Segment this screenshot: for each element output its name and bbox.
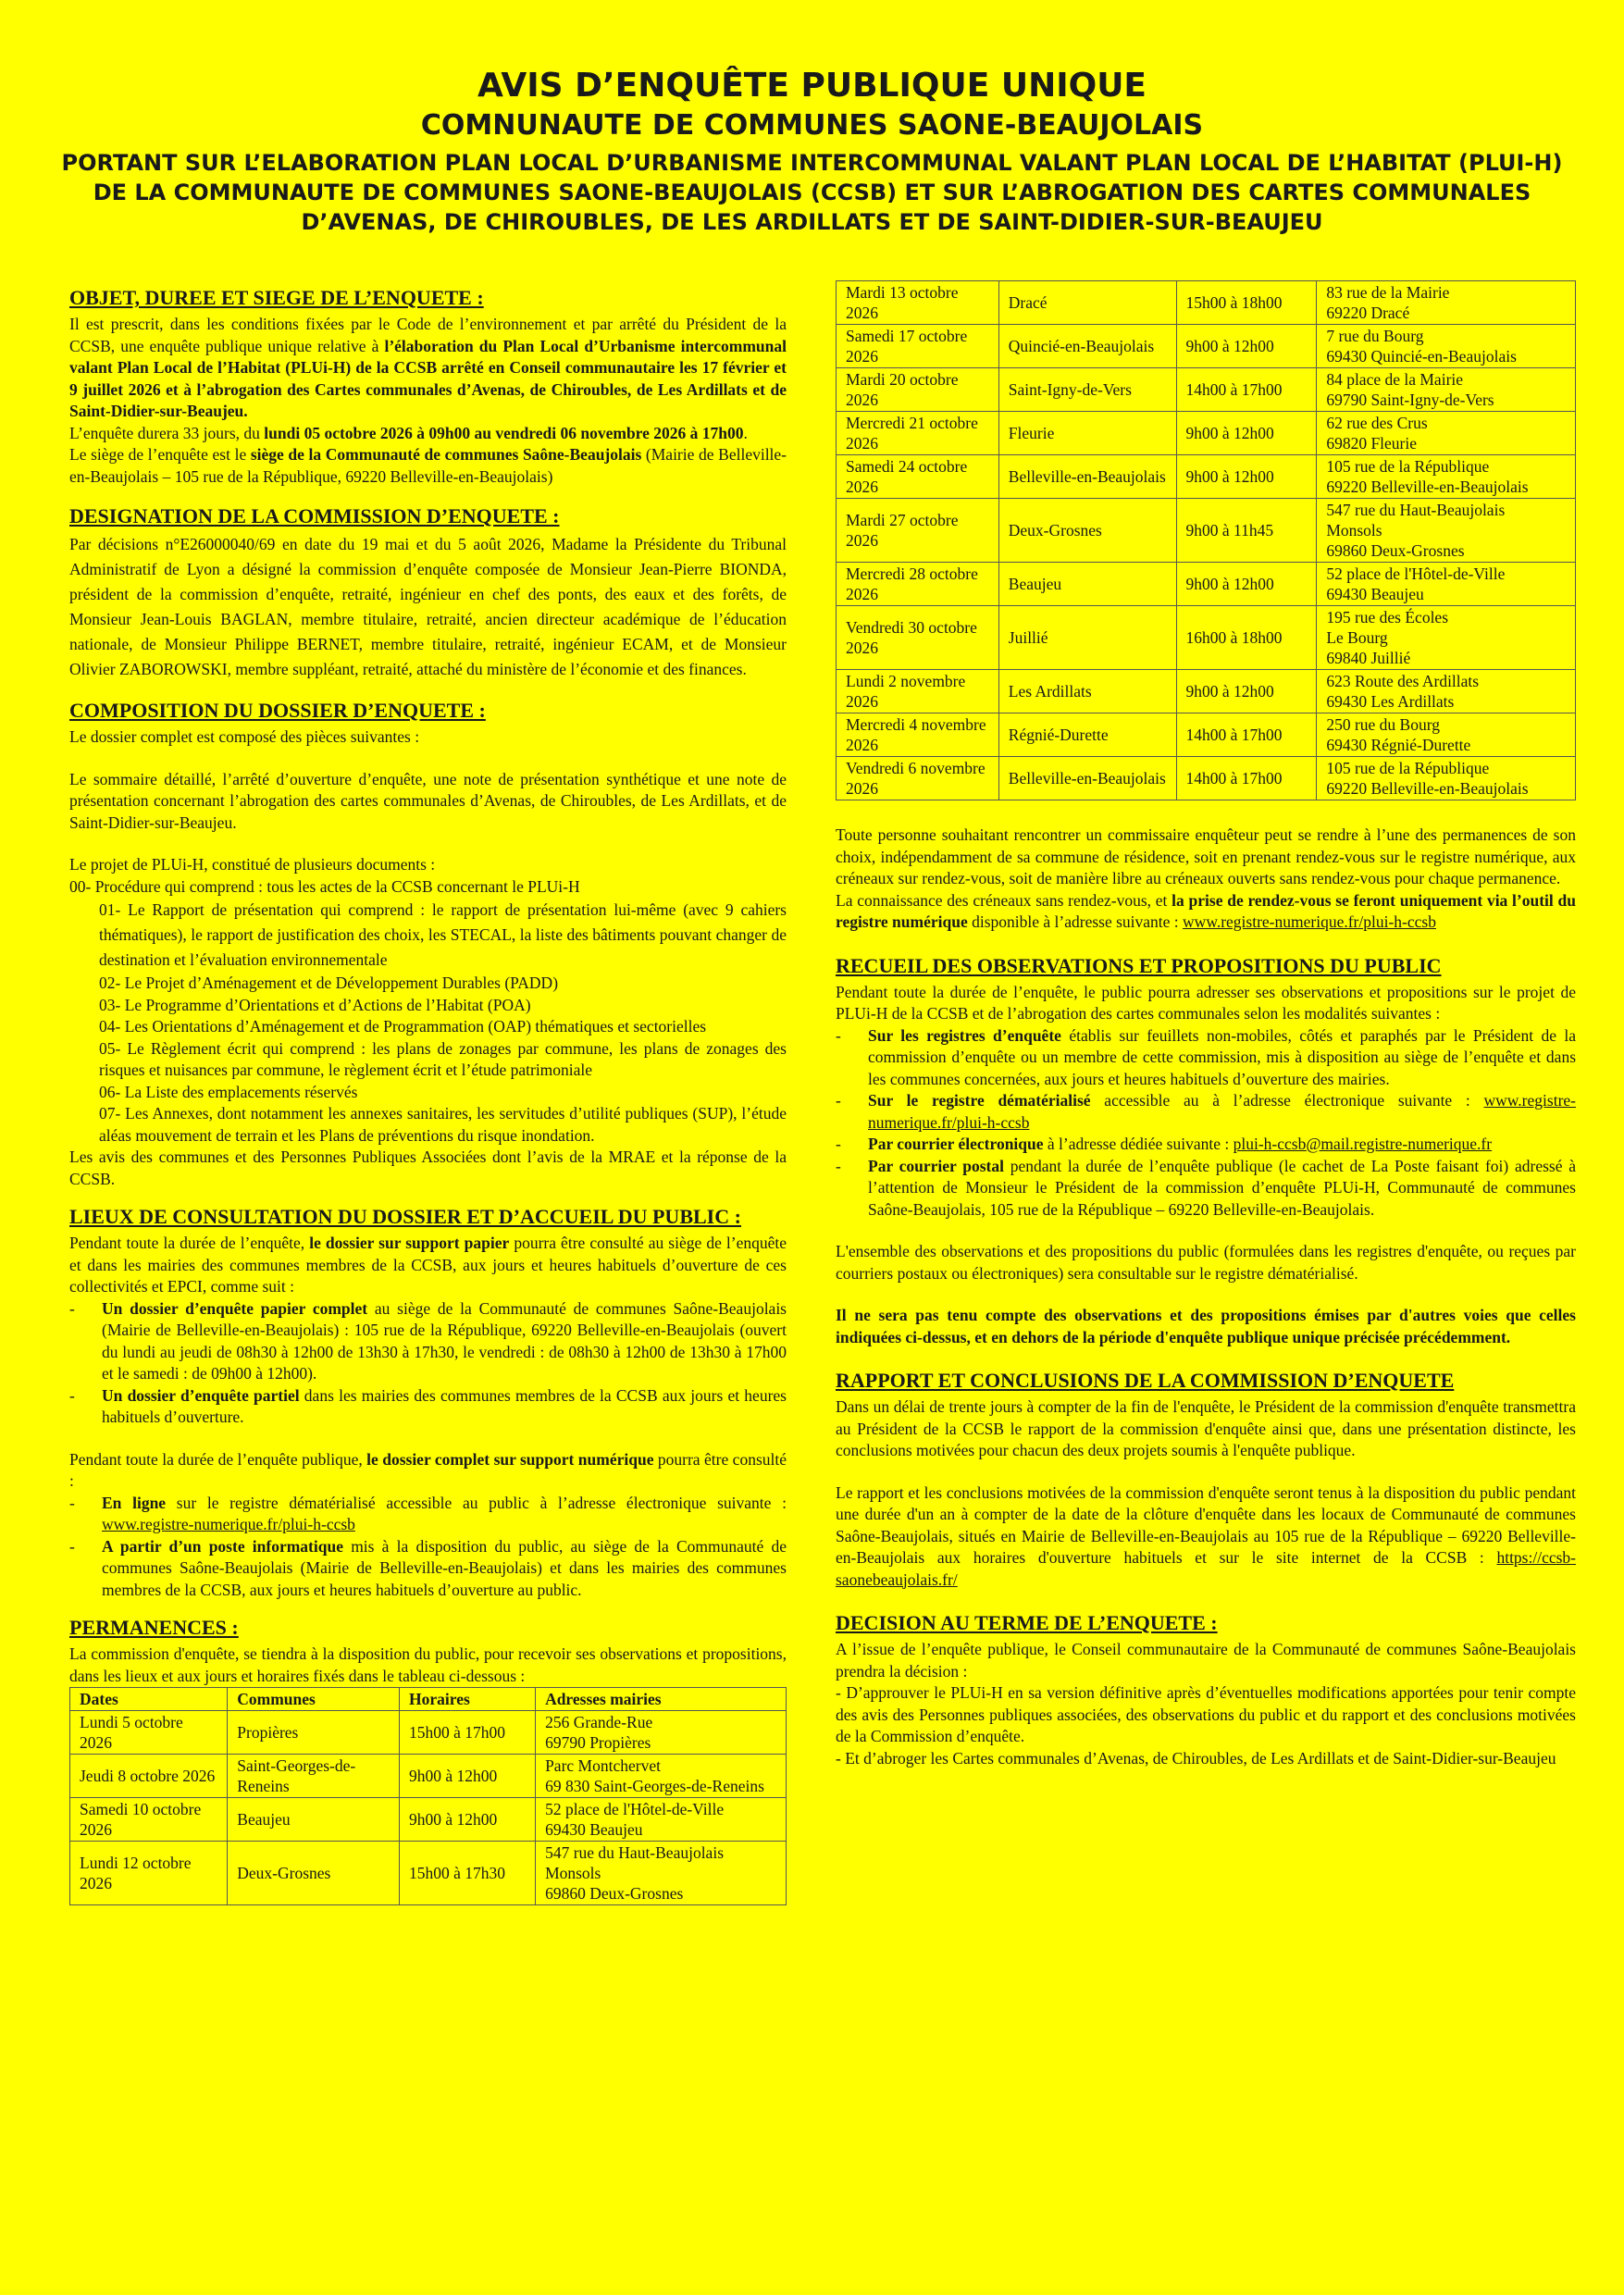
col-communes: Communes (228, 1688, 400, 1711)
objet-p1 (69, 314, 787, 423)
designation-text: Par décisions n°E26000040/69 en date du 19 mai et du 5 août 2026, Madame la Présidente du Tribunal Administratif de Lyon a désigné la commission d’enquête composée de Monsieur Jean-Pierre BIONDA, président de la commission d’enquête, retraité, ingénieur en chef des ponts, des eaux et des forêts, de Monsieur Jean-Louis BAGLAN, membre titulaire, retraité, ancien directeur académique de l’éducation nationale, de Monsieur Philippe BERNET, membre titulaire, retraité, ingénieur ECAM, et de Monsieur Olivier ZABOROWSKI, membre suppléant, retraité, attaché du ministère de l’économie et des finances. (69, 535, 787, 678)
recueil-b3-text: à l’adresse dédiée suivante : (1043, 1135, 1233, 1153)
rapport-p1: Dans un délai de trente jours à compter de la fin de l'enquête, le Président de la commission d'enquête transmettra au Président de la CCSB le rapport de la commission d'enquête ainsi que, dans une présentation distincte, les conclusions motivées pour chacun des deux projets soumis à l'enquête publique. (836, 1397, 1576, 1459)
left-column (69, 280, 787, 1905)
after2-text: La connaissance des créneaux sans rendez-vous, et (836, 890, 1172, 910)
lieux-b3-bold: En ligne (102, 1493, 167, 1512)
table-row (837, 368, 1576, 412)
lieux-b3-text: sur le registre dématérialisé accessible au public à l’adresse électronique suivante : (166, 1493, 787, 1512)
objet-p2 (69, 423, 787, 445)
lieux-p1-bold: le dossier sur support papier (309, 1234, 510, 1252)
cell-adresse: 52 place de l'Hôtel-de-Ville 69430 Beaujeu (536, 1798, 787, 1842)
ccsb-site-link[interactable]: https://ccsb-saonebeaujolais.fr/ (836, 1548, 1576, 1589)
cell-date: Lundi 5 octobre 2026 (70, 1711, 228, 1755)
composition-item-01: 01- Le Rapport de présentation qui comprend : le rapport de présentation lui-même (avec 9 cahiers thématiques), le rapport de justification des choix, les STECAL, la liste des bâtiments pouvant changer de destination et l’évaluation environnementale (99, 900, 787, 969)
cell-adresse: 52 place de l'Hôtel-de-Ville 69430 Beaujeu (1317, 563, 1576, 606)
cell-horaire: 15h00 à 17h30 (400, 1842, 536, 1905)
recueil-bullet-3: - Par courrier électronique à l’adresse dédiée suivante : plui-h-ccsb@mail.registre-numerique.fr (836, 1135, 1493, 1153)
decision-p3: - Et d’abroger les Cartes communales d’Avenas, de Chiroubles, de Les Ardillats et de Saint-Didier-sur-Beaujeu (836, 1748, 1556, 1768)
cell-date: Jeudi 8 octobre 2026 (70, 1755, 228, 1798)
cell-horaire: 14h00 à 17h00 (1176, 757, 1317, 800)
recueil-b1-bold: Sur les registres d’enquête (868, 1025, 1061, 1045)
cell-horaire: 9h00 à 12h00 (1176, 412, 1317, 455)
cell-adresse: 83 rue de la Mairie 69220 Dracé (1317, 281, 1576, 325)
permanences-table-right (836, 280, 1576, 800)
registre-link[interactable]: www.registre-numerique.fr/plui-h-ccsb (868, 1091, 1576, 1132)
cell-adresse: Parc Montchervet 69 830 Saint-Georges-de-Reneins (536, 1755, 787, 1798)
cell-date: Mercredi 4 novembre 2026 (837, 713, 999, 757)
objet-p2-end: . (743, 423, 748, 442)
composition-p3: Les avis des communes et des Personnes Publiques Associées dont l’avis de la MRAE et la réponse de la CCSB. (69, 1148, 787, 1188)
col-horaires: Horaires (400, 1688, 536, 1711)
cell-date: Mercredi 28 octobre 2026 (837, 563, 999, 606)
cell-adresse: 105 rue de la République 69220 Belleville-en-Beaujolais (1317, 455, 1576, 499)
col-adresses: Adresses mairies (536, 1688, 787, 1711)
recueil-b2-text: accessible au à l’adresse électronique suivante : (1090, 1091, 1484, 1110)
right-column (836, 280, 1576, 1769)
cell-horaire: 14h00 à 17h00 (1176, 368, 1317, 412)
permanences-after-1: Toute personne souhaitant rencontrer un commissaire enquêteur peut se rendre à l’une des permanences de son choix, indépendamment de sa commune de résidence, soit en prenant rendez-vous sur le registre numérique, aux créneaux sur rendez-vous, soit de manière libre au créneaux ouverts sans rendez-vous pour chaque permanence. (836, 825, 1576, 887)
table-row (837, 563, 1576, 606)
cell-date: Mardi 20 octobre 2026 (837, 368, 999, 412)
recueil-p3: Il ne sera pas tenu compte des observations et des propositions émises par d'autres voies que celles indiquées ci-dessus, et en dehors de la période d'enquête publique unique précisée précédemment. (836, 1306, 1576, 1346)
table-row (837, 455, 1576, 499)
recueil-bullet-4: - Par courrier postal pendant la durée de l’enquête publique (le cachet de La Poste faisant foi) adressé à l’attention de Monsieur le Président de la commission d’enquête PLUi-H, Communauté de communes Saône-Beaujolais, 105 rue de la République – 69220 Belleville-en-Beaujolais. (836, 1156, 1576, 1219)
lieux-p1-end: pourra être consulté au siège de l’enquête et dans les mairies des communes membres de la CCSB, aux jours et heures habituels d’ouverture de ces collectivités et EPCI, comme suit : (69, 1234, 787, 1296)
col-dates: Dates (70, 1688, 228, 1711)
permanences-intro: La commission d'enquête, se tiendra à la disposition du public, pour recevoir ses observations et propositions, dans les lieux et aux jours et horaires fixés dans le tableau ci-dessous : (69, 1644, 787, 1685)
decision-heading: DECISION AU TERME DE L’ENQUETE : (836, 1611, 1218, 1634)
cell-horaire: 9h00 à 12h00 (400, 1755, 536, 1798)
composition-item-07: 07- Les Annexes, dont notamment les annexes sanitaires, les servitudes d’utilité publiques (SUP), l’étude aléas mouvement de terrain et les Plans de préventions du risque inondation. (99, 1104, 787, 1145)
composition-item-05: 05- Le Règlement écrit qui comprend : les plans de zonages par commune, les plans de zonages des risques et nuisances par commune, le règlement écrit et l’étude patrimoniale (99, 1038, 787, 1079)
cell-date: Mardi 13 octobre 2026 (837, 281, 999, 325)
cell-horaire: 15h00 à 17h00 (400, 1711, 536, 1755)
objet-p2-text: L’enquête durera 33 jours, du (69, 423, 265, 442)
cell-date: Lundi 2 novembre 2026 (837, 670, 999, 713)
cell-commune: Belleville-en-Beaujolais (998, 455, 1176, 499)
objet-p3 (69, 444, 787, 488)
recueil-b4-bold: Par courrier postal (868, 1156, 1004, 1175)
cell-horaire: 16h00 à 18h00 (1176, 606, 1317, 670)
cell-commune: Saint-Georges-de-Reneins (228, 1755, 400, 1798)
table-row (837, 606, 1576, 670)
cell-commune: Saint-Igny-de-Vers (998, 368, 1176, 412)
registre-link[interactable]: www.registre-numerique.fr/plui-h-ccsb (1183, 912, 1436, 931)
cell-adresse: 7 rue du Bourg 69430 Quincié-en-Beaujolais (1317, 325, 1576, 368)
rapport-heading: RAPPORT ET CONCLUSIONS DE LA COMMISSION D’ENQUETE (836, 1369, 1455, 1392)
composition-item-06: 06- La Liste des emplacements réservés (99, 1082, 358, 1101)
composition-intro: Le dossier complet est composé des pièces suivantes : (69, 727, 420, 746)
cell-date: Vendredi 6 novembre 2026 (837, 757, 999, 800)
table-row (837, 499, 1576, 563)
decision-p2: - D’approuver le PLUi-H en sa version définitive après d’éventuelles modifications apportées pour tenir compte des avis des Personnes publiques associées, des observations du public et du rapport et des conclusions motivées de la Commission d’enquête. (836, 1683, 1576, 1745)
email-link[interactable]: plui-h-ccsb@mail.registre-numerique.fr (1233, 1135, 1493, 1153)
cell-commune: Belleville-en-Beaujolais (998, 757, 1176, 800)
lieux-bullet-1: - Un dossier d’enquête papier complet au siège de la Communauté de communes Saône-Beaujolais (Mairie de Belleville-en-Beaujolais) : 105 rue de la République, 69220 Belleville-en-Beaujolais (ouvert du lundi au jeudi de 08h30 à 12h00 de 13h30 à 17h30, le vendredi : de 08h30 à 12h00 de 13h30 à 17h00 et le samedi : de 09h00 à 12h00). (69, 1298, 787, 1383)
recueil-b4-text: pendant la durée de l’enquête publique (le cachet de La Poste faisant foi) adressé à l’attention de Monsieur le Président de la commission d’enquête PLUi-H, Communauté de communes Saône-Beaujolais, 105 rue de la République – 69220 Belleville-en-Beaujolais. (868, 1156, 1576, 1219)
designation-heading: DESIGNATION DE LA COMMISSION D’ENQUETE : (69, 504, 560, 527)
composition-item00: 00- Procédure qui comprend : tous les actes de la CCSB concernant le PLUi-H (69, 876, 580, 896)
after2-end: disponible à l’adresse suivante : (967, 912, 1184, 931)
objet-p3-text: Le siège de l’enquête est le (69, 445, 251, 464)
cell-adresse: 62 rue des Crus 69820 Fleurie (1317, 412, 1576, 455)
recueil-p2: L'ensemble des observations et des propositions du public (formulées dans les registres d'enquête, ou reçues par courriers postaux ou électroniques) sera consultable sur le registre dématérialisé. (836, 1242, 1576, 1283)
cell-horaire: 9h00 à 12h00 (1176, 670, 1317, 713)
lieux-heading: LIEUX DE CONSULTATION DU DOSSIER ET D’ACCUEIL DU PUBLIC : (69, 1205, 741, 1228)
lieux-b4-text: mis à la disposition du public, au siège de la Communauté de communes Saône-Beaujolais (Mairie de Belleville-en-Beaujolais) et dans les mairies des communes membres de la CCSB, aux jours et heures habituels d’ouverture au public. (102, 1536, 787, 1599)
cell-date: Samedi 10 octobre 2026 (70, 1798, 228, 1842)
notice-subject: PORTANT SUR L’ELABORATION PLAN LOCAL D’URBANISME INTERCOMMUNAL VALANT PLAN LOCAL DE L’HABITAT (PLUI-H) DE LA COMMUNAUTE DE COMMUNES SAONE-BEAUJOLAIS (CCSB) ET SUR L’ABROGATION DES CARTES COMMUNALES D’AVENAS, DE CHIROUBLES, DE LES ARDILLATS ET DE SAINT-DIDIER-SUR-BEAUJEU (61, 150, 1563, 235)
rapport-p2 (836, 1482, 1576, 1592)
cell-adresse: 623 Route des Ardillats 69430 Les Ardillats (1317, 670, 1576, 713)
cell-commune: Propières (228, 1711, 400, 1755)
lieux-b1-bold: Un dossier d’enquête papier complet (102, 1298, 368, 1318)
table-row (837, 670, 1576, 713)
cell-adresse: 195 rue des Écoles Le Bourg 69840 Juillié (1317, 606, 1576, 670)
cell-adresse: 105 rue de la République 69220 Belleville-en-Beaujolais (1317, 757, 1576, 800)
cell-date: Vendredi 30 octobre 2026 (837, 606, 999, 670)
table-row (837, 281, 1576, 325)
lieux-bullet-3: - En ligne sur le registre dématérialisé accessible au public à l’adresse électronique suivante : www.registre-numerique.fr/plui-h-ccsb (69, 1493, 787, 1533)
recueil-b3-bold: Par courrier électronique (868, 1135, 1044, 1153)
lieux-b4-bold: A partir d’un poste informatique (102, 1536, 343, 1556)
lieux-p2 (69, 1449, 787, 1493)
registre-link[interactable]: www.registre-numerique.fr/plui-h-ccsb (102, 1515, 355, 1533)
table-row (70, 1842, 787, 1905)
objet-p1-bold: l’élaboration du Plan Local d’Urbanisme intercommunal valant Plan Local de l’Habitat (PLUi-H) de la CCSB arrêté en Conseil communautaire les 17 février et 9 juillet 2026 et à l’abrogation des Cartes communales d’Avenas, de Chiroubles, de Les Ardillats et de Saint-Didier-sur-Beaujeu. (69, 336, 787, 420)
cell-commune: Dracé (998, 281, 1176, 325)
cell-adresse: 547 rue du Haut-Beaujolais Monsols 69860 Deux-Grosnes (536, 1842, 787, 1905)
composition-item-02: 02- Le Projet d’Aménagement et de Développement Durables (PADD) (99, 974, 559, 992)
cell-commune: Quincié-en-Beaujolais (998, 325, 1176, 368)
cell-horaire: 14h00 à 17h00 (1176, 713, 1317, 757)
objet-heading: OBJET, DUREE ET SIEGE DE L’ENQUETE : (69, 286, 484, 309)
lieux-b1-text: au siège de la Communauté de communes Saône-Beaujolais (Mairie de Belleville-en-Beaujolais) : 105 rue de la République, 69220 Belleville-en-Beaujolais (ouvert du lundi au jeudi de 08h30 à 12h00 de 13h30 à 17h30, le vendredi : de 08h30 à 12h00 de 13h30 à 17h00 et le samedi : de 09h00 à 12h00). (102, 1298, 787, 1383)
cell-date: Samedi 17 octobre 2026 (837, 325, 999, 368)
lieux-b2-text: dans les mairies des communes membres de la CCSB aux jours et heures habituels d’ouverture. (102, 1385, 787, 1426)
notice-header (56, 65, 1568, 237)
cell-horaire: 9h00 à 12h00 (1176, 325, 1317, 368)
cell-adresse: 256 Grande-Rue 69790 Propières (536, 1711, 787, 1755)
objet-p3-bold: siège de la Communauté de communes Saône-Beaujolais (250, 445, 642, 464)
table-row (837, 713, 1576, 757)
composition-p2: Le projet de PLUi-H, constitué de plusieurs documents : (69, 855, 436, 874)
cell-date: Lundi 12 octobre 2026 (70, 1842, 228, 1905)
cell-commune: Deux-Grosnes (998, 499, 1176, 563)
recueil-b1-text: établis sur feuillets non-mobiles, côtés et paraphés par le Président de la commission d’enquête ou un membre de cette commission, mis à disposition au siège de l’enquête et dans les communes concernées, aux jours et heures habituels d’ouverture des mairies. (868, 1025, 1576, 1088)
cell-date: Samedi 24 octobre 2026 (837, 455, 999, 499)
lieux-b2-bold: Un dossier d’enquête partiel (102, 1385, 300, 1405)
permanences-table-left (69, 1687, 787, 1905)
cell-adresse: 547 rue du Haut-Beaujolais Monsols 69860 Deux-Grosnes (1317, 499, 1576, 563)
composition-item-04: 04- Les Orientations d’Aménagement et de Programmation (OAP) thématiques et sectorielles (99, 1017, 707, 1036)
lieux-p1-text: Pendant toute la durée de l’enquête, (69, 1234, 310, 1252)
notice-subtitle: COMNUNAUTE DE COMMUNES SAONE-BEAUJOLAIS (420, 109, 1204, 142)
objet-p3-end: (Mairie de Belleville-en-Beaujolais – 105 rue de la République, 69220 Belleville-en-Beaujolais) (69, 445, 787, 486)
cell-commune: Beaujeu (998, 563, 1176, 606)
cell-horaire: 9h00 à 12h00 (400, 1798, 536, 1842)
cell-commune: Juillié (998, 606, 1176, 670)
table-row (837, 325, 1576, 368)
cell-horaire: 9h00 à 11h45 (1176, 499, 1317, 563)
composition-heading: COMPOSITION DU DOSSIER D’ENQUETE : (69, 699, 486, 722)
cell-horaire: 9h00 à 12h00 (1176, 563, 1317, 606)
lieux-p2-text: Pendant toute la durée de l’enquête publique, (69, 1449, 367, 1469)
cell-horaire: 15h00 à 18h00 (1176, 281, 1317, 325)
cell-date: Mardi 27 octobre 2026 (837, 499, 999, 563)
lieux-p2-end: pourra être consulté : (69, 1449, 787, 1490)
cell-horaire: 9h00 à 12h00 (1176, 455, 1317, 499)
table-row (837, 412, 1576, 455)
cell-commune: Les Ardillats (998, 670, 1176, 713)
cell-adresse: 250 rue du Bourg 69430 Régnié-Durette (1317, 713, 1576, 757)
table-row (837, 757, 1576, 800)
decision-p1: A l’issue de l’enquête publique, le Conseil communautaire de la Communauté de communes Saône-Beaujolais prendra la décision : (836, 1640, 1576, 1681)
table-header-row (70, 1688, 787, 1711)
permanences-heading: PERMANENCES : (69, 1616, 239, 1639)
lieux-p2-bold: le dossier complet sur support numérique (366, 1449, 654, 1469)
composition-p1: Le sommaire détaillé, l’arrêté d’ouverture d’enquête, une note de présentation synthétique et une note de présentation concernant l’abrogation des cartes communales d’Avenas, de Chiroubles, de Les Ardillats, et de Saint-Didier-sur-Beaujeu. (69, 769, 787, 832)
cell-date: Mercredi 21 octobre 2026 (837, 412, 999, 455)
cell-adresse: 84 place de la Mairie 69790 Saint-Igny-de-Vers (1317, 368, 1576, 412)
cell-commune: Régnié-Durette (998, 713, 1176, 757)
recueil-b2-bold: Sur le registre dématérialisé (868, 1091, 1091, 1110)
lieux-p1 (69, 1233, 787, 1298)
notice-title: AVIS D’ENQUÊTE PUBLIQUE UNIQUE (477, 67, 1147, 105)
table-row (70, 1798, 787, 1842)
lieux-bullet-4: - A partir d’un poste informatique mis à la disposition du public, au siège de la Communauté de communes Saône-Beaujolais (Mairie de Belleville-en-Beaujolais) et dans les mairies des communes membres de la CCSB, aux jours et heures habituels d’ouverture au public. (69, 1536, 787, 1599)
recueil-bullet-1: - Sur les registres d’enquête établis sur feuillets non-mobiles, côtés et paraphés par le Président de la commission d’enquête ou un membre de cette commission, mis à disposition au siège de l’enquête et dans les communes concernées, aux jours et heures habituels d’ouverture des mairies. (836, 1025, 1576, 1088)
cell-commune: Fleurie (998, 412, 1176, 455)
recueil-heading: RECUEIL DES OBSERVATIONS ET PROPOSITIONS DU PUBLIC (836, 953, 1442, 977)
table-row (70, 1755, 787, 1798)
cell-commune: Beaujeu (228, 1798, 400, 1842)
recueil-intro: Pendant toute la durée de l’enquête, le public pourra adresser ses observations et propositions sur le projet de PLUi-H de la CCSB et de l’abrogation des cartes communales selon les modalités suivantes : (836, 982, 1576, 1023)
table-row (70, 1711, 787, 1755)
rapport-p2-text: Le rapport et les conclusions motivées de la commission d'enquête seront tenus à la disposition du public pendant une durée d'un an à compter de la date de la clôture d'enquête dans les locaux de Communauté de communes Saône-Beaujolais, situés en Mairie de Belleville-en-Beaujolais au 105 rue de la République – 69220 Belleville-en-Beaujolais aux horaires d'ouverture habituels et sur le site internet de la CCSB : (836, 1482, 1576, 1567)
after2-bold: la prise de rendez-vous se feront uniquement via l’outil du registre numérique (836, 890, 1576, 931)
objet-p2-bold: lundi 05 octobre 2026 à 09h00 au vendredi 06 novembre 2026 à 17h00 (264, 423, 744, 442)
objet-p1-text: Il est prescrit, dans les conditions fixées par le Code de l’environnement et par arrêté du Président de la CCSB, une enquête publique unique relative à (69, 315, 787, 355)
recueil-bullet-2: - Sur le registre dématérialisé accessible au à l’adresse électronique suivante : www.registre-numerique.fr/plui-h-ccsb (836, 1091, 1576, 1132)
composition-item-03: 03- Le Programme d’Orientations et d’Actions de l’Habitat (POA) (99, 995, 531, 1014)
lieux-bullet-2: - Un dossier d’enquête partiel dans les mairies des communes membres de la CCSB aux jours et heures habituels d’ouverture. (69, 1385, 787, 1426)
cell-commune: Deux-Grosnes (228, 1842, 400, 1905)
permanences-after-2 (836, 890, 1576, 934)
